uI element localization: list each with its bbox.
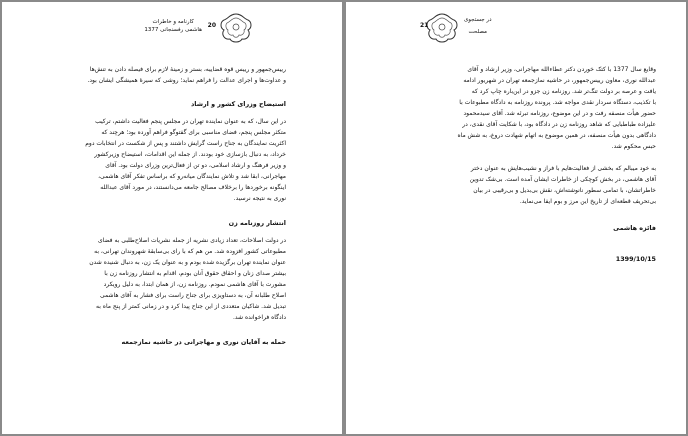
section1-paragraph xyxy=(24,116,286,204)
right-header-text xyxy=(464,16,492,36)
text-line: اصلاح طلبانه آن، به دستاویزی برای جناح راست برای فشار به آقای هاشمی xyxy=(100,292,286,299)
section-heading-zan-newspaper: انتشار روزنامه زن xyxy=(228,219,286,227)
text-line: بیشتر صدای زنان و احقاق حقوق آنان بودم، اقدام به انتشار روزنامه زن با xyxy=(104,270,286,277)
right-page-number: 21 xyxy=(420,22,429,29)
text-line: خاطراتشان، با تمامی سطور نانوشته‌اش، نقش بی‌بدیل و بی‌رقیبی در بیان xyxy=(473,187,656,194)
text-line: در دولت اصلاحات، تعداد زیادی نشریه از جمله نشریات اصلاح‌طلبی به فضای xyxy=(97,237,286,244)
text-line: مطبوعاتی کشور افزوده شد. من هم که با رای بی‌سابقهٔ شهروندان تهرانی، به xyxy=(94,248,286,255)
text-line: خرداد، به دنبال بازسازی خود بودند. از جمله این اقدامات، استیضاح وزیرکشور xyxy=(94,151,286,158)
text-line: یافت و عرصه بر دولت تنگ‌تر شد. روزنامه زن جزو در این‌باره چاپ کرد که xyxy=(471,88,656,95)
text-line: و وزیر فرهنگ و ارشاد اسلامی، دو تن از فعال‌ترین وزرای دولت بود. آقای xyxy=(105,162,286,169)
right-page-body xyxy=(398,64,656,265)
right-page-header xyxy=(406,8,606,52)
text-line: متکثر مجلس پنجم، فضای مناسبی برای گفتوگو فراهم آورده بود؛ هرچند که xyxy=(101,129,286,136)
text-line: حبس محکوم شد. xyxy=(611,143,656,150)
text-line: و عداوت‌ها و اجرای عدالت را فراهم نماید؛ روشی که سیرهٔ همیشگی ایشان بود. xyxy=(87,77,286,84)
left-header-line1: کارنامه و خاطرات xyxy=(152,19,194,25)
text-line: آقای هاشمی، در بخش کوچکی از خاطرات ایشان آمده است. بی‌شک تدوین xyxy=(469,176,656,183)
intro-paragraph xyxy=(24,64,286,86)
text-line: نوری به نتیجه نرسید. xyxy=(233,195,286,202)
section-heading-impeachment: استیضاح وزرای کشور و ارشاد xyxy=(191,100,286,108)
left-page xyxy=(2,2,342,434)
text-line: رییس‌جمهور و رییس قوه قضاییه، بستر و زمینهٔ لازم برای فیصله دادن به تنش‌ها xyxy=(89,66,286,73)
text-line: حضور هیأت منصفه رفت و در این موضوع، روزنامه تبرئه شد. آقای سیدمحمود xyxy=(463,110,656,117)
section2-paragraph xyxy=(24,235,286,323)
right-page xyxy=(346,2,686,434)
ornament-emblem-icon xyxy=(424,12,460,44)
text-line: اینگونه برخوردها را برخلاف مصالح جامعه می‌دانستند، در مورد آقای عبدالله xyxy=(100,184,286,191)
signature-date: 1399/10/15 xyxy=(615,255,656,263)
author-signature: فائزه هاشمی xyxy=(613,224,656,232)
left-page-number: 20 xyxy=(207,22,216,29)
text-line: دادگاهی بدون هیأت منصفه، در همین موضوع به اتهام شهادت دروغ، به شش ماه xyxy=(457,132,656,139)
text-line: وقایع سال 1377 با کتک خوردن دکتر عطاءالله مهاجرانی، وزیر ارشاد و آقای xyxy=(467,66,656,73)
ornament-emblem-icon xyxy=(218,12,254,44)
text-line: تبدیل شد. شاکیان متعددی از این جناح پیدا کرد و در زمانی کمتر از پنج ماه به xyxy=(96,303,286,310)
left-header-text xyxy=(144,18,202,34)
left-page-body xyxy=(24,64,286,348)
text-line: عنوان نماینده تهران برگزیده شده بودم و به عنوان یک زن، به دنبال شنیده شدن xyxy=(89,259,286,266)
left-page-header xyxy=(40,8,260,52)
closing-paragraph xyxy=(398,163,656,207)
text-line: مشورت با آقای هاشمی نمودم. روزنامه زن، از همان ابتدا، به دلیل رویکرد xyxy=(103,281,286,288)
events-paragraph xyxy=(398,64,656,152)
left-header-line2: هاشمی رفسنجانی 1377 xyxy=(144,27,202,33)
text-line: علیزاده طباطبایی که شاهد روزنامه زن در دادگاه بود، با شکایت آقای نقدی، در xyxy=(462,121,656,128)
section-heading-attack: حمله به آقایان نوری و مهاجرانی در حاشیه نمازجمعه xyxy=(121,338,286,346)
text-line: دادگاه فراخوانده شد. xyxy=(232,314,286,321)
text-line: بی‌تحریف قطعه‌ای از تاریخ این مرز و بوم ایفا می‌نماید. xyxy=(519,198,656,205)
text-line: به خود میبالم که بخشی از فعالیت‌هایم با فراز و نشیب‌هایش به عنوان دختر xyxy=(470,165,656,172)
text-line: اکثریت نمایندگان به جناح راست گرایش داشتند و پس از شکست در انتخابات دوم xyxy=(85,140,286,147)
text-line: عبدالله نوری، معاون رییس‌جمهور، در حاشیه نمازجمعه تهران در شهریور ادامه xyxy=(463,77,656,84)
text-line: با تکذیب، دستگاه سردار نقدی مواجه شد. پرونده روزنامه به دادگاه مطبوعات با xyxy=(459,99,656,106)
right-header-line2: مصلحت xyxy=(468,29,488,35)
text-line: در این سال، که به عنوان نماینده تهران در مجلس پنجم فعالیت داشتم، ترکیب xyxy=(95,118,286,125)
right-header-line1: در جستجوی xyxy=(464,17,492,23)
text-line: مهاجرانی، ابقا شد و تلاش نمایندگان میانه‌رو که براساس تفکر آقای هاشمی، xyxy=(98,173,286,180)
